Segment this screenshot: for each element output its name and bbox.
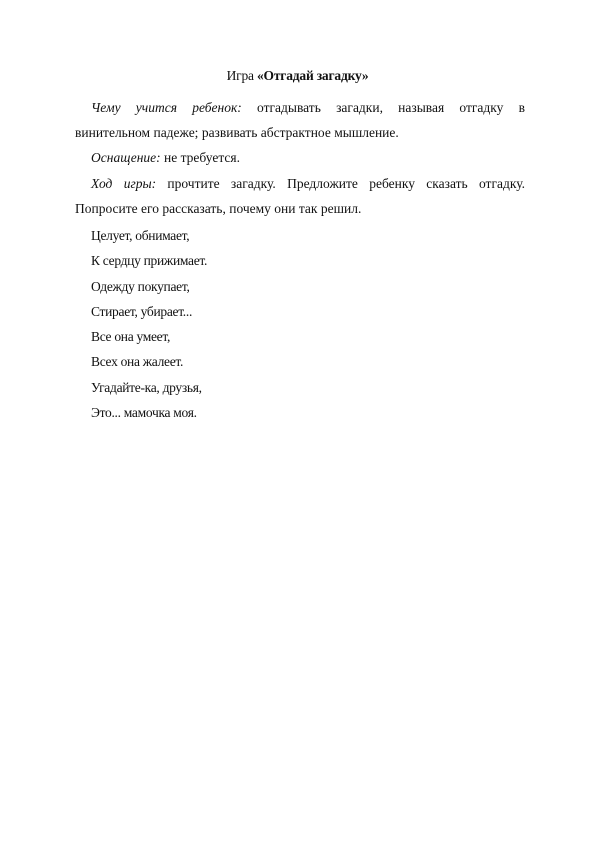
paragraph-learning-goal xyxy=(75,95,525,145)
procedure-text-line1: прочтите загадку. Предложите ребенку сказать отгадку. xyxy=(156,176,525,191)
riddle-poem xyxy=(91,223,207,425)
procedure-label: Ход игры: xyxy=(91,176,157,191)
poem-line: Одежду покупает, xyxy=(91,278,190,294)
paragraph-equipment xyxy=(75,145,525,170)
learning-goal-text-line2: винительном падеже; развивать абстрактное мышление. xyxy=(75,125,399,140)
paragraph-line xyxy=(75,171,525,196)
poem-line: Все она умеет, xyxy=(91,329,171,345)
title-prefix: Игра xyxy=(226,68,257,83)
poem-line: Всех она жалеет. xyxy=(91,354,184,370)
equipment-text: не требуется. xyxy=(160,150,240,165)
poem-line: Угадайте-ка, друзья, xyxy=(91,379,202,395)
poem-line: Целует, обнимает, xyxy=(91,228,190,243)
learning-goal-text-line1: отгадывать загадки, называя отгадку в xyxy=(241,100,525,115)
procedure-text-line2: Попросите его рассказать, почему они так решил. xyxy=(75,201,362,216)
learning-goal-label: Чему учится ребенок: xyxy=(91,100,242,115)
poem-line: Стирает, убирает... xyxy=(91,303,193,319)
poem-line: Это... мамочка моя. xyxy=(91,405,197,421)
poem-line: К сердцу прижимает. xyxy=(91,253,208,269)
game-title xyxy=(0,68,595,84)
paragraph-line xyxy=(75,95,525,120)
title-game-name: «Отгадай загадку» xyxy=(257,68,369,83)
paragraph-game-procedure xyxy=(75,171,525,221)
equipment-label: Оснащение: xyxy=(91,150,161,165)
